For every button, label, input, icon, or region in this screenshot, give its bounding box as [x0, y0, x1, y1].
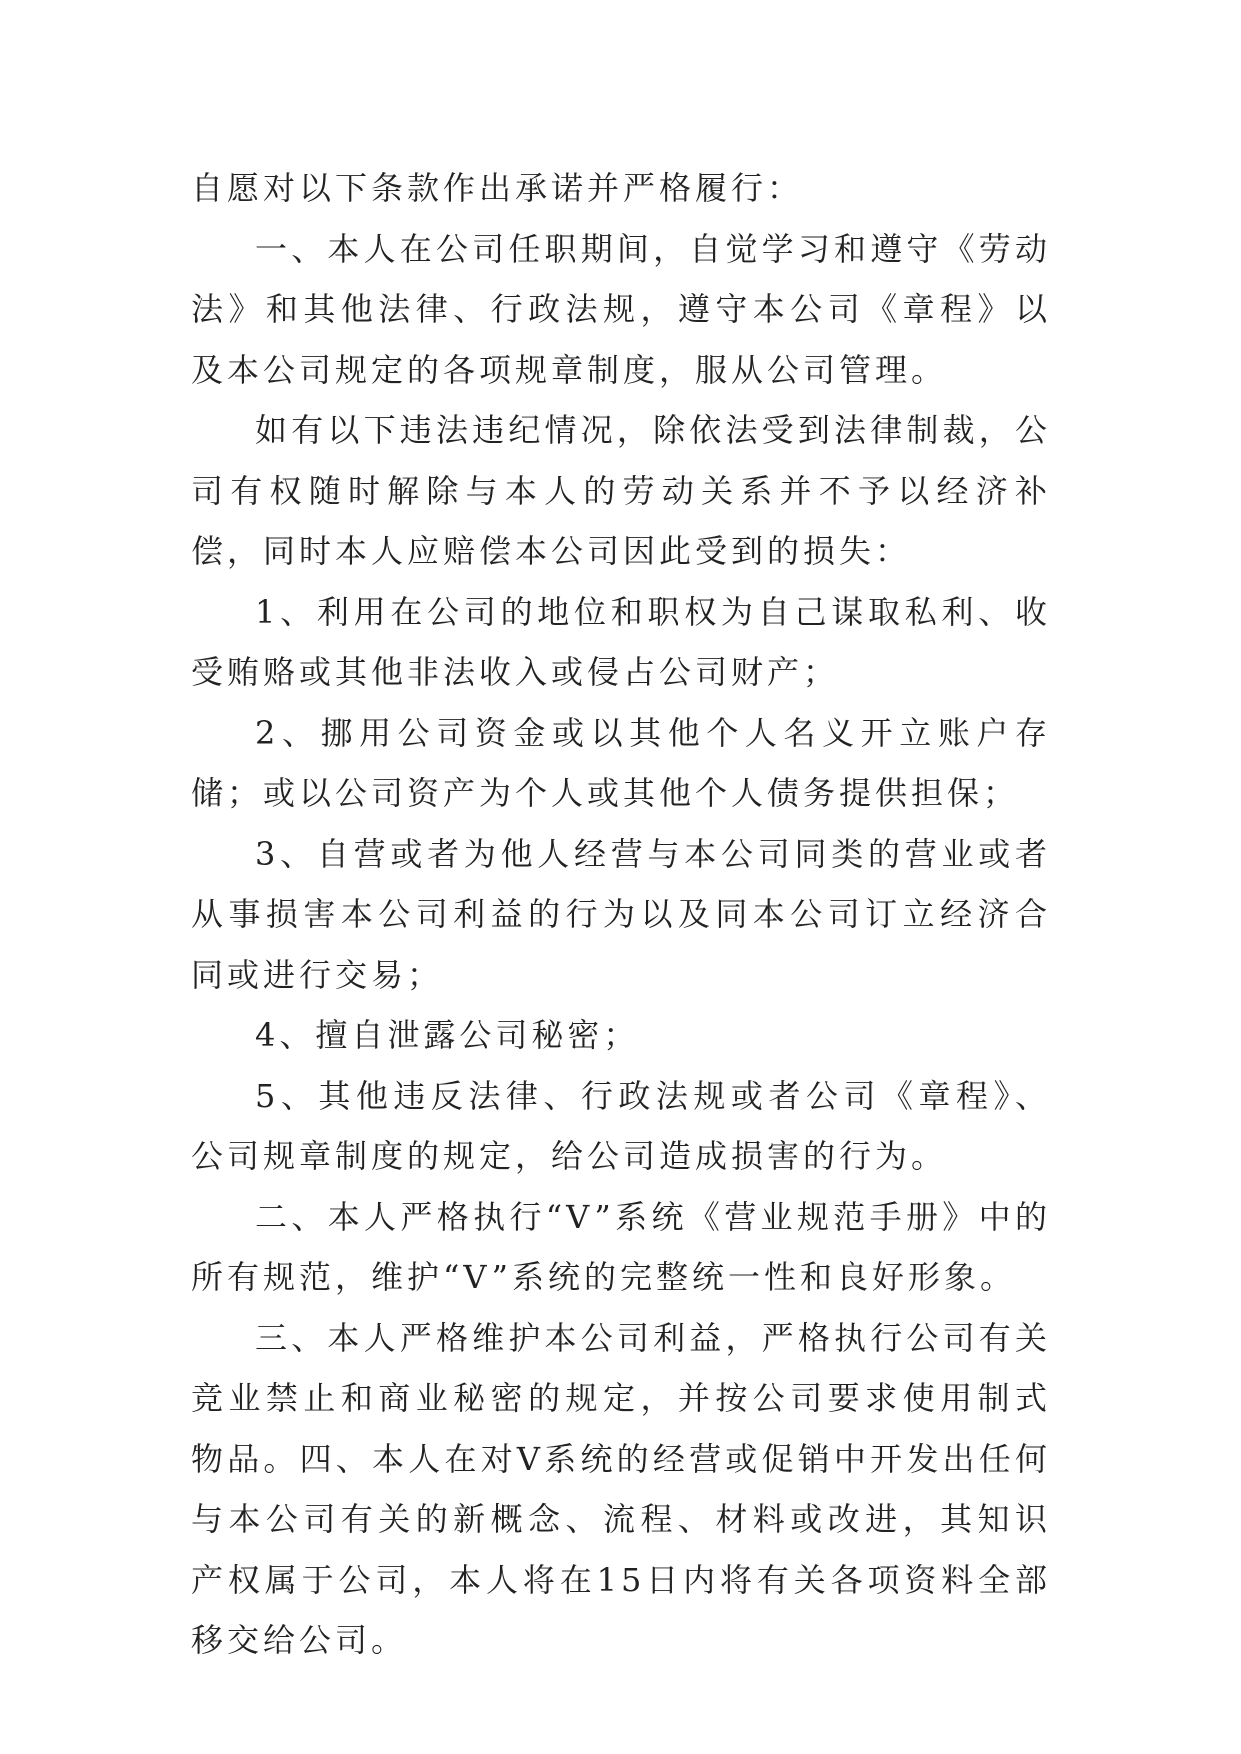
paragraph-clause-one: 一、本人在公司任职期间，自觉学习和遵守《劳动法》和其他法律、行政法规，遵守本公司《章程》以及本公司规定的各项规章制度，服从公司管理。 — [191, 229, 1051, 389]
paragraph-violations-intro: 如有以下违法违纪情况，除依法受到法律制裁，公司有权随时解除与本人的劳动关系并不予以经济补偿，同时本人应赔偿本公司因此受到的损失： — [191, 411, 1051, 570]
paragraph-item-4: 4、擅自泄露公司秘密； — [255, 1016, 640, 1054]
paragraph-clause-three-four: 三、本人严格维护本公司利益，严格执行公司有关竞业禁止和商业秘密的规定，并按公司要求使用制式物品。四、本人在对V系统的经营或促销中开发出任何与本公司有关的新概念、流程、材料或改进，其知识产权属于公司，本人将在15日内将有关各项资料全部移交给公司。 — [191, 1318, 1051, 1659]
paragraph-clause-two: 二、本人严格执行“V”系统《营业规范手册》中的所有规范，维护“V”系统的完整统一性和良好形象。 — [191, 1197, 1051, 1296]
paragraph-item-5: 5、其他违反法律、行政法规或者公司《章程》、公司规章制度的规定，给公司造成损害的行为。 — [191, 1076, 1051, 1175]
paragraph-intro: 自愿对以下条款作出承诺并严格履行： — [191, 169, 804, 207]
paragraph-item-3: 3、自营或者为他人经营与本公司同类的营业或者从事损害本公司利益的行为以及同本公司订立经济合同或进行交易； — [191, 834, 1051, 994]
paragraph-item-2: 2、挪用公司资金或以其他个人名义开立账户存储；或以公司资产为个人或其他个人债务提供担保； — [191, 713, 1051, 812]
paragraph-item-1: 1、利用在公司的地位和职权为自己谋取私利、收受贿赂或其他非法收入或侵占公司财产； — [191, 592, 1051, 691]
document-body — [191, 158, 1051, 1671]
